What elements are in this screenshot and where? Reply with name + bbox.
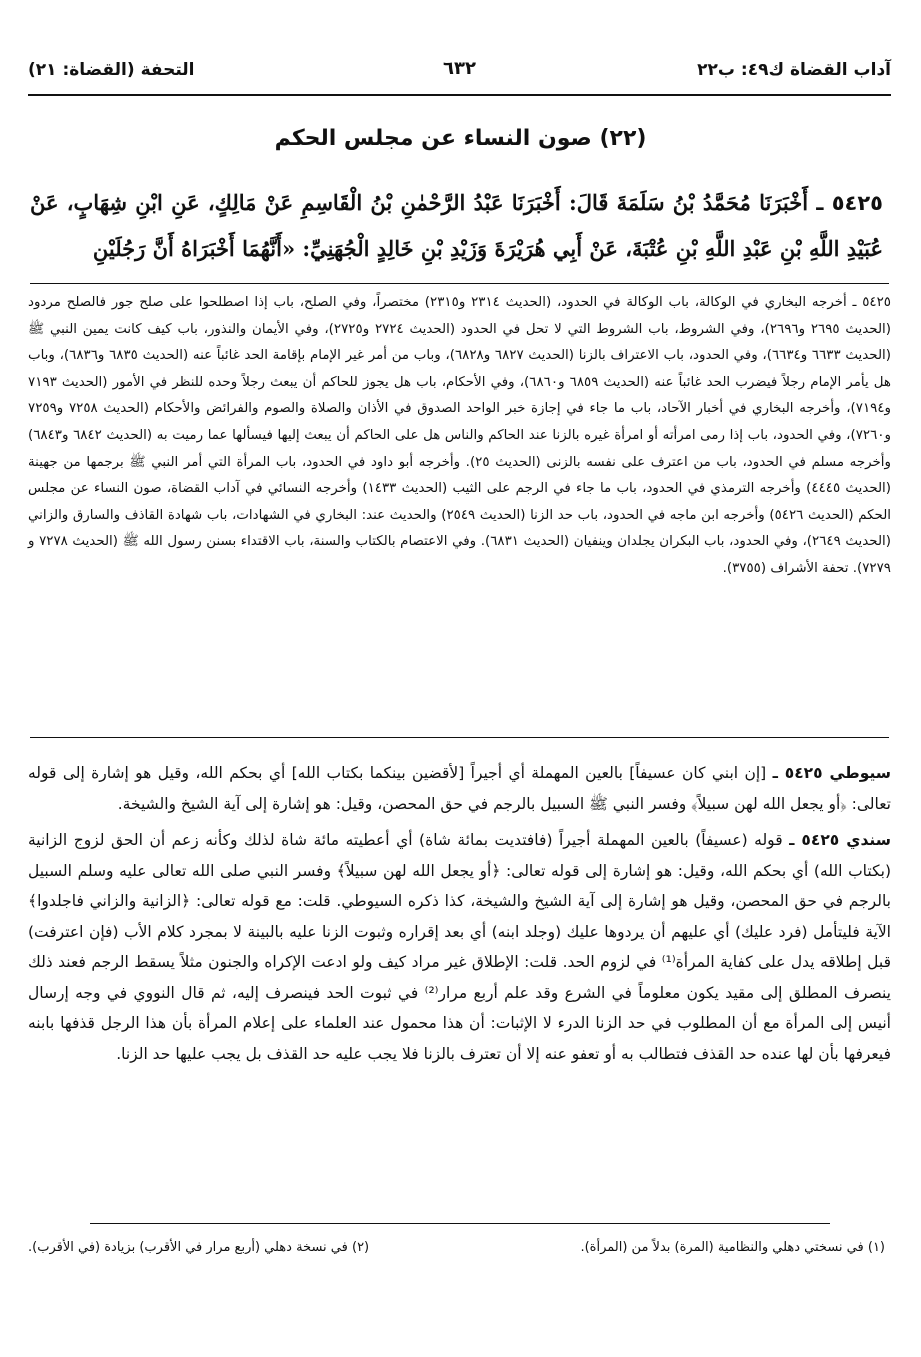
sindi-commentary	[28, 825, 891, 1069]
running-header	[28, 52, 891, 92]
takhrij-block: ٥٤٢٥ ـ أخرجه البخاري في الوكالة، باب الوكالة في الحدود، (الحديث ٢٣١٤ و٢٣١٥) مختصراً، وفي الصلح، باب إذا اصطلحوا على صلح جور فالصلح مردود (الحديث ٢٦٩٥ و٢٦٩٦)، وفي الشروط، باب الشروط التي لا تحل في الحدود (الحديث ٢٧٢٤ و٢٧٢٥)، وفي الأيمان والنذور، باب كيف كانت يمين النبي ﷺ (الحديث ٦٦٣٣ و٦٦٣٤)، وفي الحدود، باب الاعتراف بالزنا (الحديث ٦٨٢٧ و٦٨٢٨)، وباب من أمر غير الإمام بإقامة الحد غائباً عنه (الحديث ٦٨٣٥ و٦٨٣٦)، وباب هل يأمر الإمام رجلاً فيضرب الحد غائباً عنه (الحديث ٦٨٥٩ و٦٨٦٠)، وفي الأحكام، باب هل يجوز للحاكم أن يبعث رجلاً وحده للنظر في الأمور (الحديث ٧١٩٣ و٧١٩٤)، وأخرجه البخاري في أخبار الآحاد، باب ما جاء في إجازة خبر الواحد الصدوق في الأذان والصلاة والصوم والفرائض والأحكام (الحديث ٧٢٥٨ و٧٢٥٩ و٧٢٦٠)، وفي الحدود، باب إذا رمى امرأته أو امرأة غيره بالزنا عند الحاكم والناس هل على الحاكم أن يبعث إليها فيسألها عما رميت به (الحديث ٦٨٤٢ و٦٨٤٣) وأخرجه مسلم في الحدود، باب من اعترف على نفسه بالزنى (الحديث ٢٥). وأخرجه أبو داود في الحدود، باب المرأة التي أمر النبي ﷺ برجمها من جهينة (الحديث ٤٤٤٥) وأخرجه الترمذي في الحدود، باب ما جاء في الرجم على الثيب (الحديث ١٤٣٣) وأخرجه النسائي في آداب القضاة، صون النساء عن مجلس الحكم (الحديث ٥٤٢٦) وأخرجه ابن ماجه في الحدود، باب حد الزنا (الحديث ٢٥٤٩) والحديث عند: البخاري في الشهادات، باب شهادة القاذف والسارق والزاني (الحديث ٢٦٤٩)، وفي الحدود، باب البكران يجلدان وينفيان (الحديث ٦٨٣١). وفي الاعتصام بالكتاب والسنة، باب الاقتداء بسنن رسول الله ﷺ (الحديث ٧٢٧٨ و ٧٢٧٩). تحفة الأشراف (٣٧٥٥).	[28, 295, 892, 576]
suyuti-label: سيوطي ٥٤٢٥ ـ	[772, 764, 892, 782]
commentary-block	[28, 758, 891, 1069]
header-divider	[28, 94, 891, 96]
chapter-title: (٢٢) صون النساء عن مجلس الحكم	[274, 126, 647, 151]
hadith-text-block	[30, 180, 883, 271]
takhrij-divider	[30, 737, 889, 738]
hadith-text: أَخْبَرَنَا مُحَمَّدُ بْنُ سَلَمَةَ قَالَ: أَخْبَرَنَا عَبْدُ الرَّحْمٰنِ بْنُ الْقَاسِمِ عَنْ مَالِكٍ، عَنِ ابْنِ شِهَابٍ، عَنْ عُبَيْدِ اللَّهِ بْنِ عَبْدِ اللَّهِ بْنِ عُتْبَةَ، عَنْ أَبِي هُرَيْرَةَ وَزَيْدِ بْنِ خَالِدٍ الْجُهَنِيِّ: «أَنَّهُمَا أَخْبَرَاهُ أَنَّ رَجُلَيْنِ	[30, 190, 883, 261]
header-chapter-ref: آداب القضاة ك٤٩: ب٢٢	[697, 60, 891, 80]
footnote-divider	[90, 1223, 830, 1224]
suyuti-commentary	[28, 758, 891, 819]
footnotes	[28, 1240, 885, 1270]
sindi-text: قوله (عسيفاً) بالعين المهملة أجيراً (فافتديت بمائة شاة) أي أعطيته مائة شاة لذلك وكأنه زعم أن الحق لزوج الزانية (بكتاب الله) أي بحكم الله، وقيل: هو إشارة إلى قوله تعالى: ﴿أو يجعل الله لهن سبيلاً﴾ وفسر النبي صلى الله تعالى عليه وسلم السبيل بالرجم في حق المحصن، وقيل هو إشارة إلى آية الشيخ والشيخة، كذا ذكره السيوطي. قلت: مع قوله تعالى: ﴿الزانية والزاني فاجلدوا﴾ الآية فليتأمل (فرد عليك) أي عليهم أن يردوها عليك (وجلد ابنه) أي بعد إقراره وثبوت الزنا عليه بالبينة لا بمجرد كلام الأب (فإن اعترفت) قبل إطلاقه يدل على كفاية المرأة⁽¹⁾ في لزوم الحد. قلت: الإطلاق غير مراد كيف ولو ادعت الإكراه والجنون مثلاً يسقط الرجم فعند ذلك ينصرف المطلق إلى مقيد يكون معلوماً في الشرع وقد علم أربع مرار⁽²⁾ في ثبوت الحد فينصرف إليه، ثم قال النووي في وجه إرسال أنيس إلى المرأة مع أن المطلوب في حد الزنا الدرء لا الإثبات: أن هذا محمول عند العلماء على إعلام المرأة بأن هذا الرجل قذفها بابنه فيعرفها بأن لها عنده حد القذف فتطالب به أو تعفو عنه إلا أن تعترف بالزنا فلا يجب عليه حد القذف بل يجب عليها حد الزنا.	[28, 831, 891, 1063]
sindi-label: سندي ٥٤٢٥ ـ	[789, 831, 891, 849]
header-tuhfa-ref: التحفة (القضاة: ٢١)	[28, 60, 195, 80]
footnote-1: (١) في نسختي دهلي والنظامية (المرة) بدلاً من (المرأة).	[580, 1240, 885, 1255]
hadith-divider	[30, 283, 889, 284]
page-number: ٦٣٢	[443, 58, 476, 79]
footnote-2: (٢) في نسخة دهلي (أربع مرار في الأقرب) بزيادة (في الأقرب).	[28, 1240, 370, 1255]
suyuti-text: [إن ابني كان عسيفاً] بالعين المهملة أي أجيراً [لأقضين بينكما بكتاب الله] أي بحكم الله، وقيل هو إشارة إلى قوله تعالى: ﴿أو يجعل الله لهن سبيلاً﴾ وفسر النبي ﷺ السبيل بالرجم في حق المحصن، وقيل: هو إشارة إلى آية الشيخ والشيخة.	[28, 764, 891, 813]
hadith-number: ٥٤٢٥ ـ	[816, 191, 883, 215]
